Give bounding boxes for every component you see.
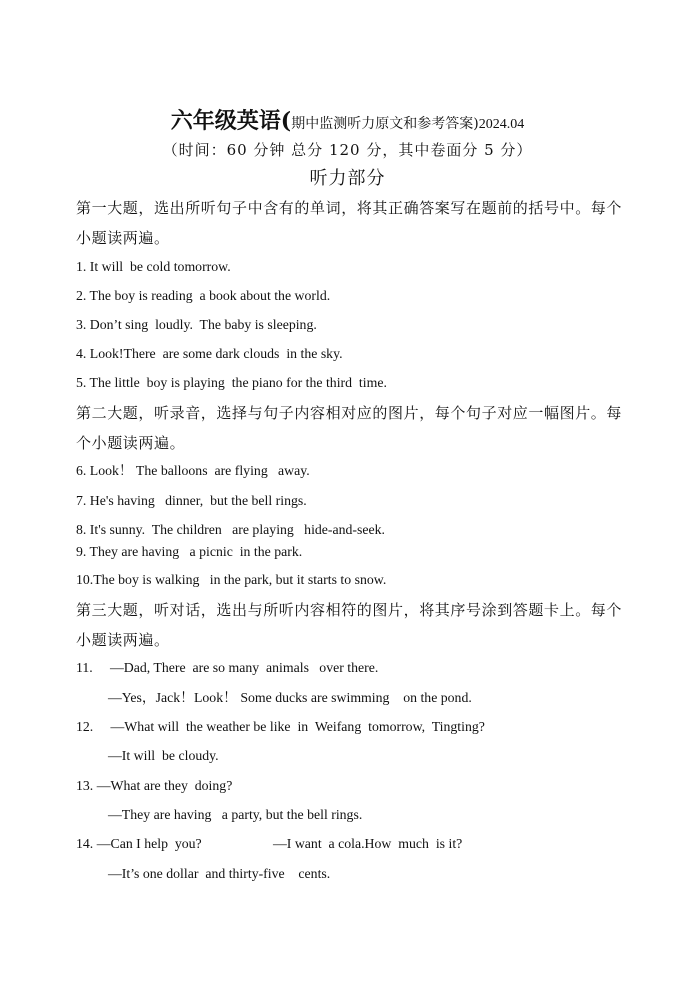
- document-title: [0, 104, 695, 135]
- section-2-item: 8. It's sunny. The children are playing hide-and-seek.: [76, 522, 385, 537]
- section-1-item: 2. The boy is reading a book about the world.: [76, 288, 331, 303]
- title-date: 2024.04: [478, 117, 525, 132]
- dialogue-line: —It’s one dollar and thirty-five cents.: [108, 866, 331, 881]
- section-1-instruction: 第一大题，选出所听句子中含有的单词，将其正确答案写在题前的括号中。每个小题读两遍。: [76, 199, 623, 247]
- title-subtitle: 期中监测听力原文和参考答案): [291, 116, 479, 132]
- section-1-item: 5. The little boy is playing the piano for the third time.: [76, 375, 387, 390]
- section-2-item: 7. He's having dinner, but the bell rings.: [76, 493, 307, 508]
- section-2-item: 9. They are having a picnic in the park.: [76, 544, 303, 559]
- dialogue-line: —I want a cola.How much is it?: [273, 836, 463, 851]
- dialogue-line: —Yes，Jack！Look！ Some ducks are swimming on the pond.: [108, 690, 472, 705]
- dialogue-line: 12. —What will the weather be like in Weifang tomorrow, Tingting?: [76, 719, 485, 734]
- section-heading: 听力部分: [309, 168, 386, 189]
- section-3-instruction: 第三大题，听对话，选出与所听内容相符的图片，将其序号涂到答题卡上。每个小题读两遍。: [76, 601, 623, 649]
- section-1-item: 3. Don’t sing loudly. The baby is sleeping.: [76, 317, 317, 332]
- title-main: 六年级英语(: [170, 108, 292, 134]
- section-2-instruction: 第二大题，听录音，选择与句子内容相对应的图片，每个句子对应一幅图片。每个小题读两遍。: [76, 404, 623, 452]
- dialogue-line: —They are having a party, but the bell rings.: [108, 807, 363, 822]
- exam-meta: （时间：60 分钟 总分 120 分，其中卷面分 5 分）: [162, 141, 533, 159]
- dialogue-line: 14. —Can I help you?: [76, 836, 202, 851]
- section-1-item: 4. Look!There are some dark clouds in the sky.: [76, 346, 343, 361]
- section-1-item: 1. It will be cold tomorrow.: [76, 259, 231, 274]
- dialogue-line: 11. —Dad, There are so many animals over there.: [76, 660, 379, 675]
- section-2-item: 10.The boy is walking in the park, but it starts to snow.: [76, 572, 387, 587]
- section-2-item: 6. Look！ The balloons are flying away.: [76, 463, 310, 478]
- dialogue-line: 13. —What are they doing?: [76, 778, 233, 793]
- dialogue-line: —It will be cloudy.: [108, 748, 219, 763]
